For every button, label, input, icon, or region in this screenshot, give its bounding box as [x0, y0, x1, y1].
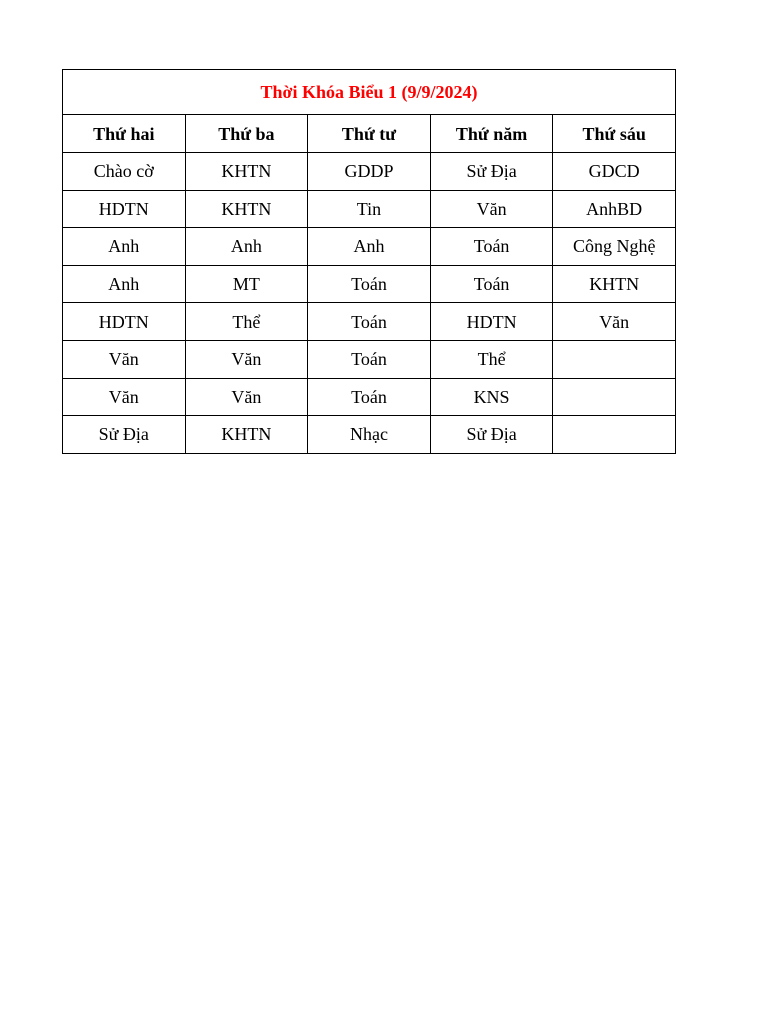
- table-row: [63, 340, 676, 378]
- table-cell: Văn: [63, 340, 186, 378]
- table-cell: Văn: [185, 340, 308, 378]
- table-cell: AnhBD: [553, 190, 676, 228]
- table-cell: Tin: [308, 190, 431, 228]
- table-cell: Thể: [185, 303, 308, 341]
- table-cell: Văn: [63, 378, 186, 416]
- table-cell: Sử Địa: [63, 416, 186, 454]
- table-cell: HDTN: [63, 190, 186, 228]
- table-cell: Toán: [308, 265, 431, 303]
- table-cell: Nhạc: [308, 416, 431, 454]
- timetable-title: Thời Khóa Biểu 1 (9/9/2024): [63, 70, 676, 115]
- table-cell: Toán: [308, 378, 431, 416]
- table-row: [63, 153, 676, 191]
- header-cell-thursday: Thứ năm: [430, 115, 553, 153]
- table-row: [63, 378, 676, 416]
- table-cell: Công Nghệ: [553, 228, 676, 266]
- table-cell: Toán: [430, 265, 553, 303]
- table-cell: Toán: [308, 340, 431, 378]
- table-cell: Văn: [185, 378, 308, 416]
- table-cell: KNS: [430, 378, 553, 416]
- header-cell-wednesday: Thứ tư: [308, 115, 431, 153]
- table-cell: Anh: [185, 228, 308, 266]
- table-row: [63, 265, 676, 303]
- table-cell: KHTN: [185, 190, 308, 228]
- header-cell-tuesday: Thứ ba: [185, 115, 308, 153]
- table-cell: Anh: [308, 228, 431, 266]
- table-cell: Thể: [430, 340, 553, 378]
- table-cell: Anh: [63, 265, 186, 303]
- header-cell-friday: Thứ sáu: [553, 115, 676, 153]
- table-cell: [553, 378, 676, 416]
- table-cell: HDTN: [63, 303, 186, 341]
- table-cell: Văn: [430, 190, 553, 228]
- table-cell: Văn: [553, 303, 676, 341]
- table-cell: GDDP: [308, 153, 431, 191]
- table-cell: KHTN: [185, 416, 308, 454]
- table-row: [63, 228, 676, 266]
- timetable: [62, 69, 676, 454]
- title-row: [63, 70, 676, 115]
- table-cell: Toán: [430, 228, 553, 266]
- table-cell: [553, 340, 676, 378]
- table-cell: HDTN: [430, 303, 553, 341]
- table-cell: Sử Địa: [430, 416, 553, 454]
- table-cell: KHTN: [185, 153, 308, 191]
- table-cell: KHTN: [553, 265, 676, 303]
- table-row: [63, 416, 676, 454]
- table-cell: Toán: [308, 303, 431, 341]
- table-cell: Sử Địa: [430, 153, 553, 191]
- table-row: [63, 190, 676, 228]
- table-cell: MT: [185, 265, 308, 303]
- table-cell: GDCD: [553, 153, 676, 191]
- table-cell: Anh: [63, 228, 186, 266]
- header-cell-monday: Thứ hai: [63, 115, 186, 153]
- table-row: [63, 303, 676, 341]
- header-row: [63, 115, 676, 153]
- table-cell: [553, 416, 676, 454]
- table-cell: Chào cờ: [63, 153, 186, 191]
